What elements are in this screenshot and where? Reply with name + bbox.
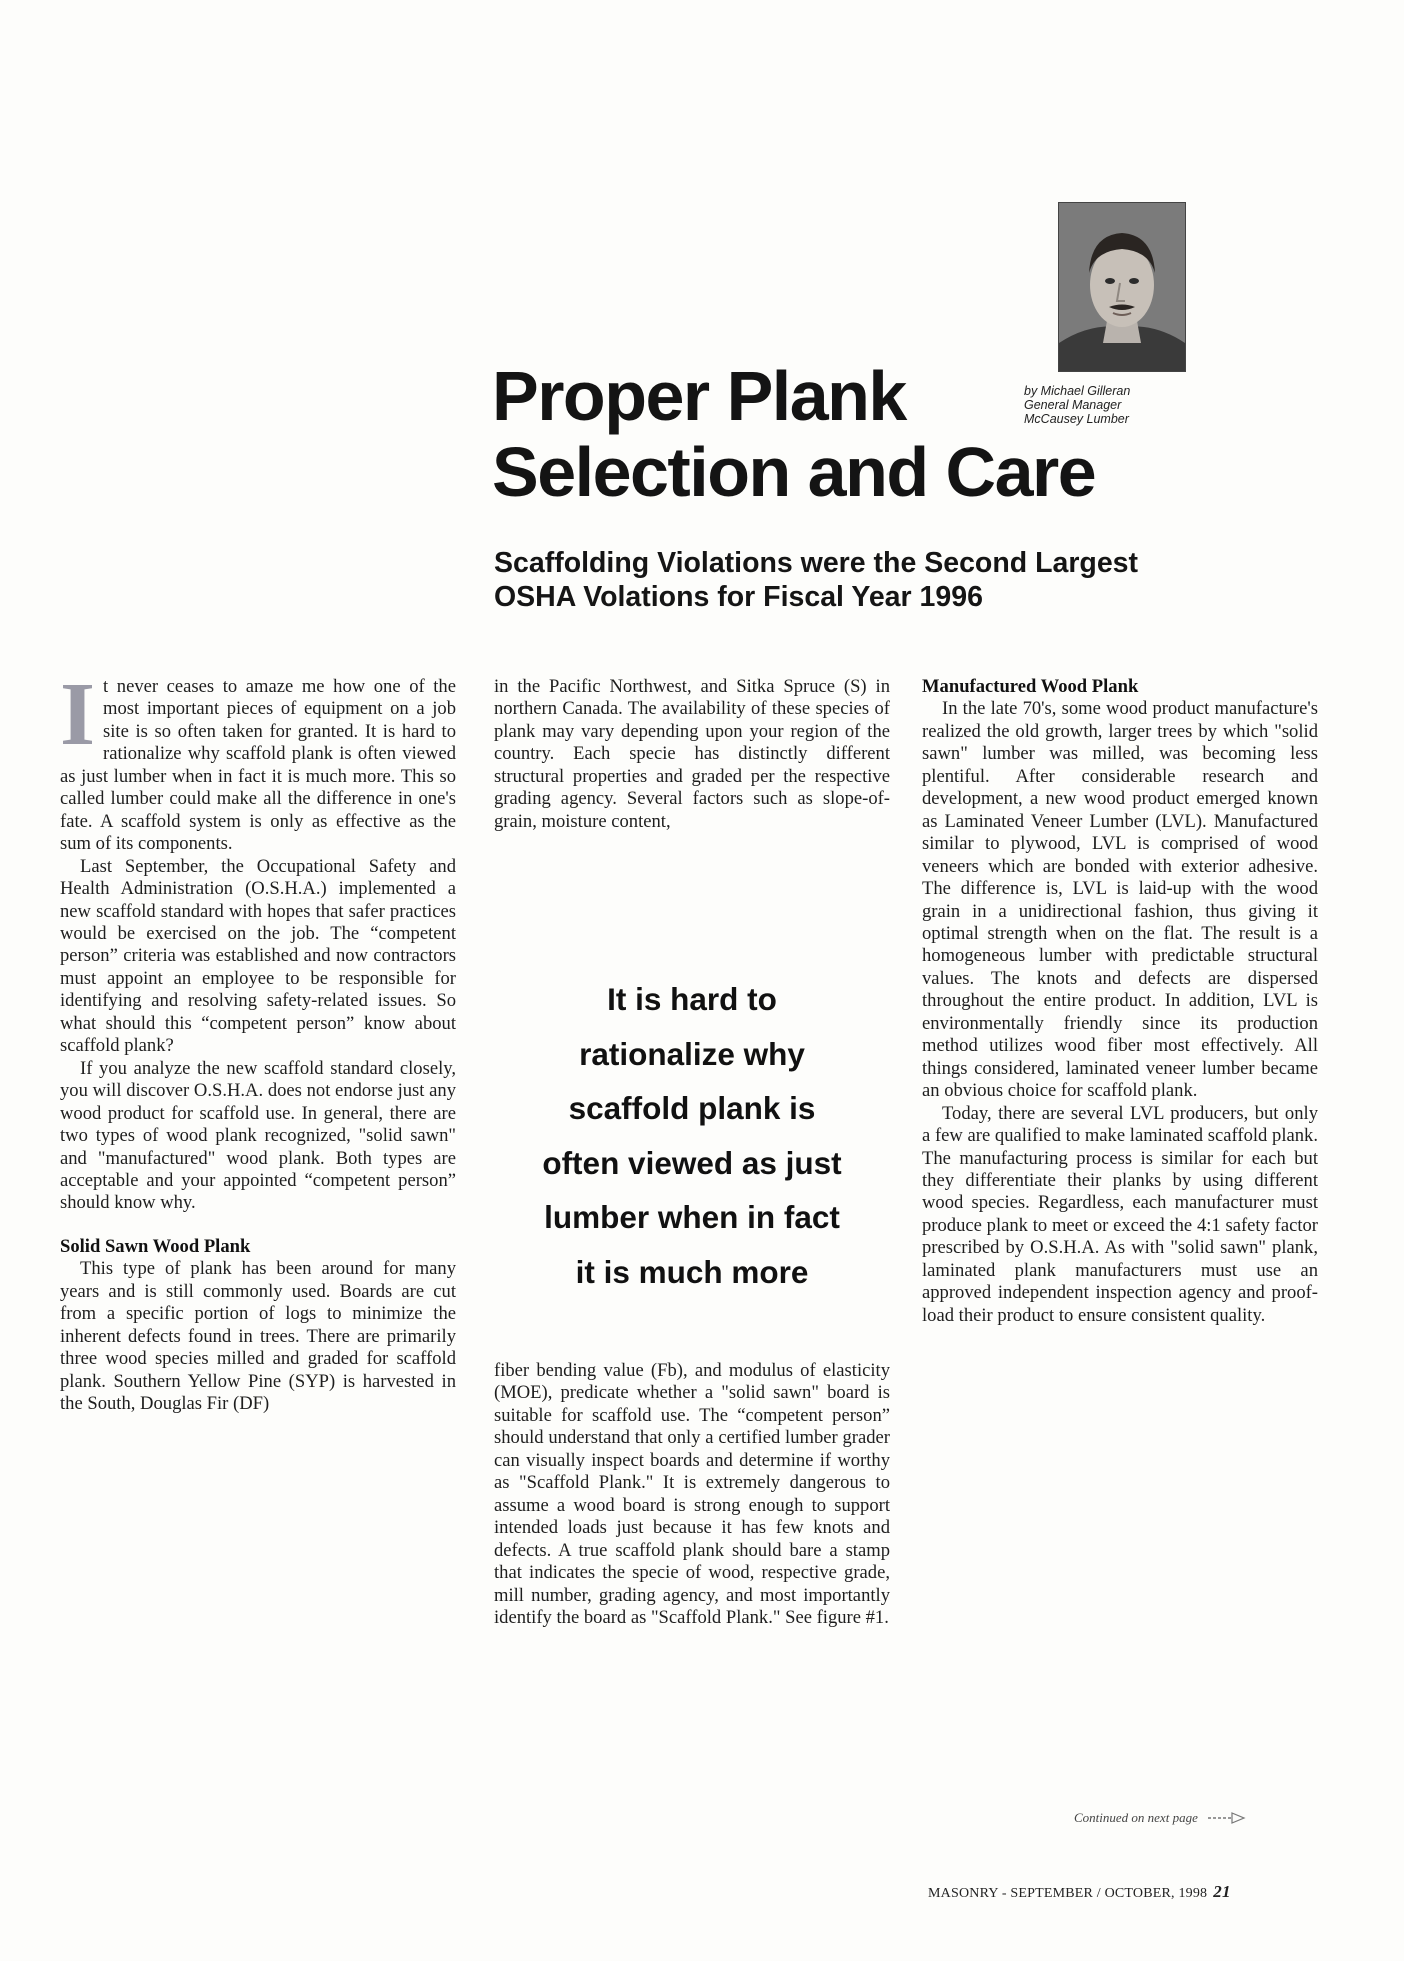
paragraph: fiber bending value (Fb), and modulus of elasticity (MOE), predicate whether a "solid sawn" board is suitable for scaffold use. The “competent person” should understand that only a certified lumber grader can visually inspect boards and determine if worthy as "Scaffold Plank." It is extremely dangerous to assume a wood board is strong enough to support intended loads just because it has few knots and defects. A true scaffold plank should bare a stamp that indicates the specie of wood, respective grade, mill number, grading agency, and most importantly identify the board as "Scaffold Plank." See figure #1. [494,1360,890,1628]
continued-text: Continued on next page [1074,1810,1198,1825]
pull-quote-line: often viewed as just [542,1144,842,1181]
section-heading-solid-sawn: Solid Sawn Wood Plank [60,1235,251,1257]
paragraph: Today, there are several LVL producers, but only a few are qualified to make laminated scaffold plank. The manufacturing process is similar for each but they differentiate their planks by using different wood species. Regardless, each manufacturer must produce plank to meet or exceed the 4:1 safety factor prescribed by O.S.H.A. As with "solid sawn" plank, laminated plank manufacturers must use an approved independent inspection agency and proof-load their product to ensure consistent quality. [922,1102,1318,1326]
title-line-2: Selection and Care [492,433,1096,511]
author-portrait-illustration [1059,203,1185,371]
pull-quote-line: rationalize why [579,1035,805,1072]
article-subtitle [494,546,1138,614]
pull-quote-line: lumber when in fact [544,1199,840,1235]
subtitle-line-1: Scaffolding Violations were the Second Largest [494,547,1139,579]
pull-quote [494,972,890,1299]
pull-quote-line: It is hard to [607,981,777,1017]
paragraph: This type of plank has been around for many years and is still commonly used. Boards are cut from a specific portion of logs to minimize the inherent defects found in trees. There are primarily three wood species milled and graded for scaffold plank. Southern Yellow Pine (SYP) is harvested in the South, Douglas Fir (DF) [60,1258,456,1415]
publication-info: MASONRY - SEPTEMBER / OCTOBER, 1998 [928,1886,1208,1901]
byline-author: by Michael Gilleran [1024,384,1131,398]
page-footer [928,1882,1231,1902]
subtitle-line-2: OSHA Volations for Fiscal Year 1996 [494,581,983,613]
arrow-right-icon [1206,1811,1246,1825]
byline [1024,384,1130,426]
byline-company: McCausey Lumber [1024,412,1129,426]
author-photo [1058,202,1186,372]
column-2-bottom [494,1360,890,1629]
page-number: 21 [1213,1882,1231,1901]
column-2-top [494,676,890,833]
paragraph: If you analyze the new scaffold standard closely, you will discover O.S.H.A. does not endorse just any wood product for scaffold use. In general, there are two types of wood plank recognized, "solid sawn" and "manufactured" wood plank. Both types are acceptable and your appointed “competent person” should know why. [60,1057,456,1214]
article-title [492,358,1095,510]
paragraph: in the Pacific Northwest, and Sitka Spruce (S) in northern Canada. The availability of these species of plank may vary depending upon your region of the country. Each specie has distinctly different structural properties and graded per the respective grading agency. Several factors such as slope-of-grain, moisture content, [494,676,890,832]
title-line-1: Proper Plank [492,357,906,435]
paragraph-intro [60,665,456,856]
paragraph: In the late 70's, some wood product manufacture's realized the old growth, larger trees by which "solid sawn" lumber was milled, was becoming less plentiful. After considerable research and development, a new wood product emerged known as Laminated Veneer Lumber (LVL). Manufactured similar to plywood, LVL is comprised of wood veneers which are bonded with exterior adhesive. The difference is, LVL is laid-up with the wood grain in a unidirectional fashion, thus giving it optimal strength when on the flat. The result is a homogeneous lumber with predictable structural values. The knots and defects are dispersed throughout the entire product. In addition, LVL is environmentally friendly since its production method utilizes wood fiber most effectively. All things considered, laminated veneer lumber became an obvious choice for scaffold plank. [922,698,1318,1102]
paragraph-intro-text: t never ceases to amaze me how one of the most important pieces of equipment on a job site is so often taken for granted. It is hard to rationalize why scaffold plank is often viewed as just lumber when in fact it is much more. This so called lumber could make all the difference in one's fate. A scaffold system is only as effective as the sum of its components. [60,676,456,855]
column-1 [60,665,456,1416]
byline-role: General Manager [1024,398,1122,412]
column-3 [922,676,1318,1327]
continued-notice [1074,1810,1246,1826]
pull-quote-line: scaffold plank is [568,1090,816,1126]
section-heading-manufactured: Manufactured Wood Plank [922,676,1139,697]
paragraph: Last September, the Occupational Safety and Health Administration (O.S.H.A.) implemented a new scaffold standard with hopes that safer practices would be exercised on the job. The “competent person” criteria was established and now contractors must appoint an employee to be responsible for identifying and resolving safety-related issues. So what should this “competent person” know about scaffold plank? [60,855,456,1057]
drop-cap: I [60,665,96,764]
pull-quote-line: it is much more [575,1253,809,1290]
